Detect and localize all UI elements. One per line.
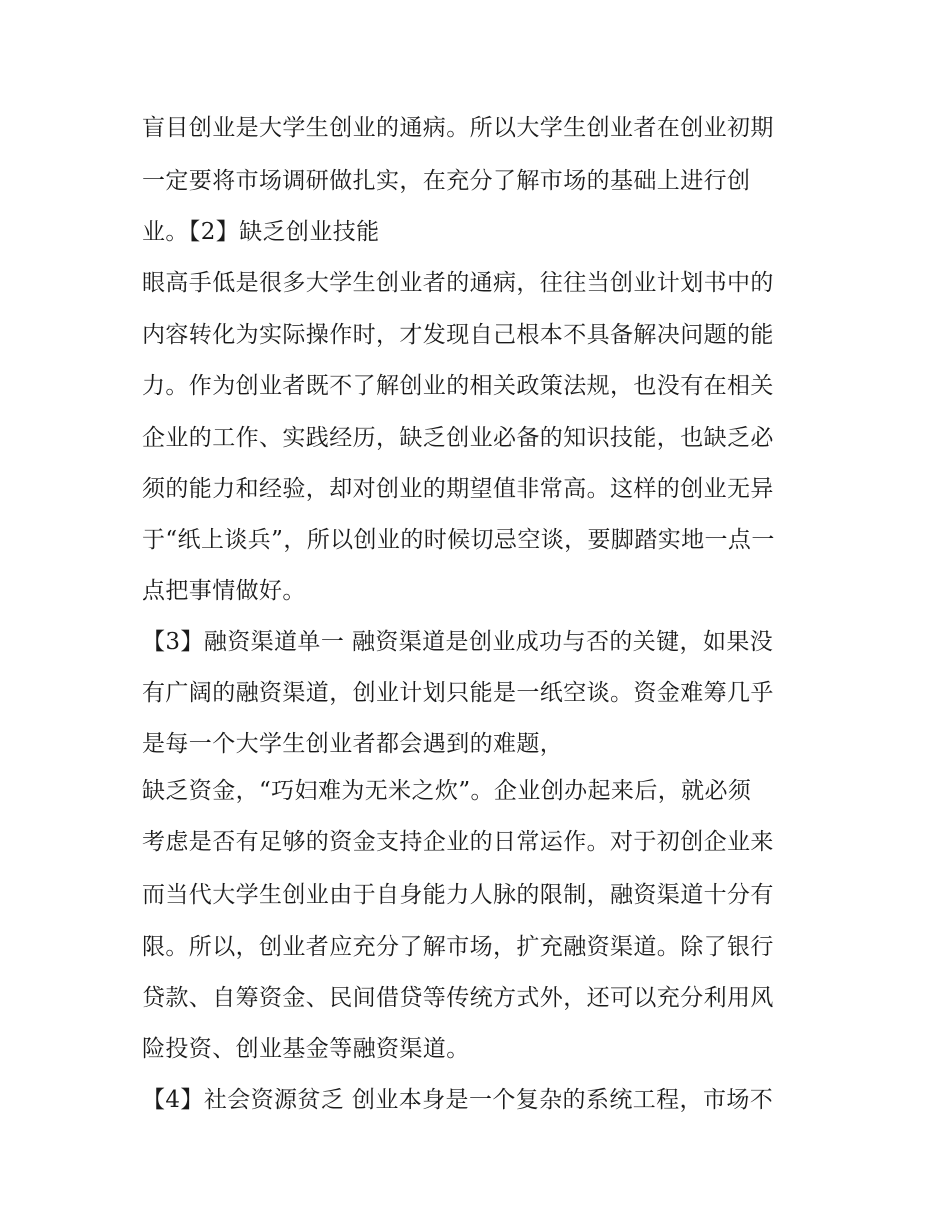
- text-line: 一定要将市场调研做扎实，在充分了解市场的基础上进行创: [142, 168, 751, 194]
- text-line: 于“纸上谈兵”，所以创业的时候切忌空谈，要脚踏实地一点一: [142, 527, 775, 553]
- text-line: 企业的工作、实践经历，缺乏创业必备的知识技能，也缺乏必: [142, 425, 774, 451]
- text-line: 【4】社会资源贫乏 创业本身是一个复杂的系统工程，市场不: [142, 1087, 774, 1113]
- text-line: 考虑是否有足够的资金支持企业的日常运作。对于初创企业来: [142, 829, 774, 855]
- text-line: 险投资、创业基金等融资渠道。: [142, 1036, 470, 1062]
- text-line: 【3】融资渠道单一 融资渠道是创业成功与否的关键，如果没: [142, 629, 774, 655]
- text-line: 是每一个大学生创业者都会遇到的难题，: [142, 731, 564, 757]
- text-line: 而当代大学生创业由于自身能力人脉的限制，融资渠道十分有: [142, 882, 774, 908]
- text-line: 限。所以，创业者应充分了解市场，扩充融资渠道。除了银行: [142, 934, 774, 960]
- text-line: 有广阔的融资渠道，创业计划只能是一纸空谈。资金难筹几乎: [142, 680, 774, 706]
- text-line: 业。【2】缺乏创业技能: [142, 219, 380, 245]
- text-line: 须的能力和经验，却对创业的期望值非常高。这样的创业无异: [142, 476, 774, 502]
- text-line: 力。作为创业者既不了解创业的相关政策法规，也没有在相关: [142, 373, 774, 399]
- text-line: 内容转化为实际操作时，才发现自己根本不具备解决问题的能: [142, 322, 774, 348]
- text-line: 缺乏资金，“巧妇难为无米之炊”。企业创办起来后，就必须: [142, 778, 752, 804]
- text-line: 盲目创业是大学生创业的通病。所以大学生创业者在创业初期: [142, 115, 774, 141]
- text-line: 点把事情做好。: [142, 578, 306, 604]
- text-line: 眼高手低是很多大学生创业者的通病，往往当创业计划书中的: [142, 270, 774, 296]
- text-line: 贷款、自筹资金、民间借贷等传统方式外，还可以充分利用风: [142, 985, 774, 1011]
